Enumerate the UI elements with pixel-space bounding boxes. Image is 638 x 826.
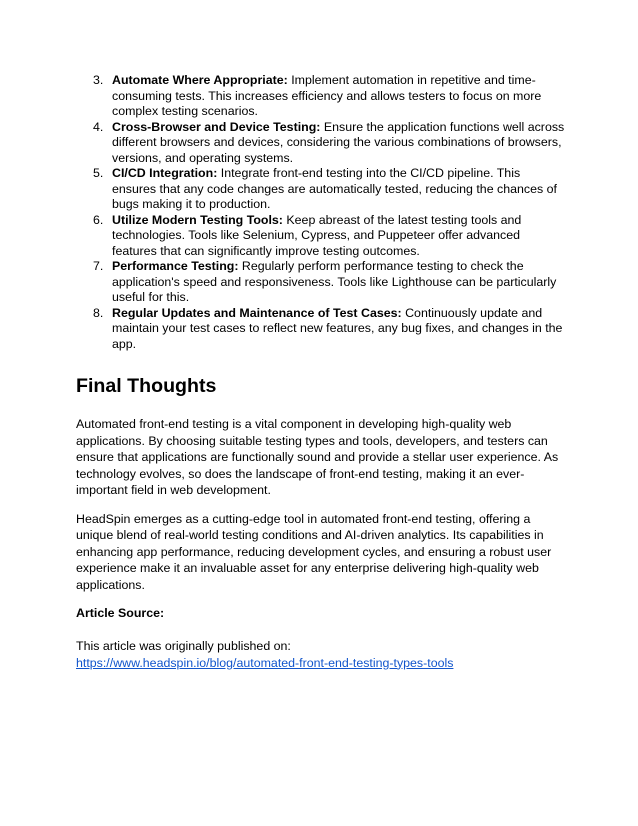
list-item	[76, 213, 566, 260]
list-item-text: Ensure the application functions well across different browsers and devices, considering the various combinations of browsers, versions, and operating systems.	[112, 119, 565, 165]
list-item-term: Performance Testing:	[112, 259, 239, 273]
list-item-term: Utilize Modern Testing Tools:	[112, 212, 283, 227]
list-item-text: Continuously update and maintain your test cases to reflect new features, any bug fixes, and changes in the app.	[112, 305, 563, 351]
final-thoughts-paragraph-2: HeadSpin emerges as a cutting-edge tool in automated front-end testing, offering a unique blend of real-world testing conditions and AI-driven analytics. Its capabilities in enhancing app performance, reducing development cycles, and ensuring a robust user experience make it an invaluable asset for any enterprise delivering high-quality web applications.	[76, 511, 552, 592]
list-item	[76, 166, 566, 213]
list-item-number: 6.	[93, 212, 104, 227]
list-item	[76, 259, 566, 306]
list-item	[76, 73, 566, 120]
final-thoughts-heading: Final Thoughts	[76, 375, 217, 397]
list-item-term: Cross-Browser and Device Testing:	[112, 119, 321, 134]
best-practices-list	[76, 73, 566, 352]
list-item-term: Regular Updates and Maintenance of Test Cases:	[112, 305, 402, 320]
list-item	[76, 306, 566, 353]
article-source-block	[76, 638, 566, 671]
list-item-number: 7.	[93, 259, 104, 273]
list-item-number: 5.	[93, 166, 104, 180]
list-item-number: 3.	[93, 73, 104, 87]
article-source-heading: Article Source:	[76, 606, 165, 620]
list-item-text: Implement automation in repetitive and time-consuming tests. This increases efficiency and allows testers to focus on more complex testing scenarios.	[112, 73, 542, 118]
article-source-text: This article was originally published on:	[76, 639, 291, 653]
article-source-link[interactable]: https://www.headspin.io/blog/automated-front-end-testing-types-tools	[76, 655, 454, 670]
list-item-term: CI/CD Integration:	[112, 166, 218, 180]
list-item-number: 4.	[93, 119, 104, 134]
list-item-text: Keep abreast of the latest testing tools and technologies. Tools like Selenium, Cypress, and Puppeteer offer advanced features that can significantly improve testing outcomes.	[112, 212, 522, 258]
list-item	[76, 120, 566, 167]
final-thoughts-paragraph-1: Automated front-end testing is a vital component in developing high-quality web applications. By choosing suitable testing types and tools, developers, and testers can ensure that applications are functionally sound and provide a stellar user experience. As technology evolves, so does the landscape of front-end testing, making it an ever-important field in web development.	[76, 417, 559, 497]
list-item-term: Automate Where Appropriate:	[112, 73, 288, 87]
list-item-text: Regularly perform performance testing to check the application's speed and responsiveness. Tools like Lighthouse can be particularly useful for this.	[112, 259, 557, 304]
list-item-number: 8.	[93, 305, 104, 320]
list-item-text: Integrate front-end testing into the CI/CD pipeline. This ensures that any code changes are automatically tested, reducing the chances of bugs making it to production.	[112, 166, 557, 211]
